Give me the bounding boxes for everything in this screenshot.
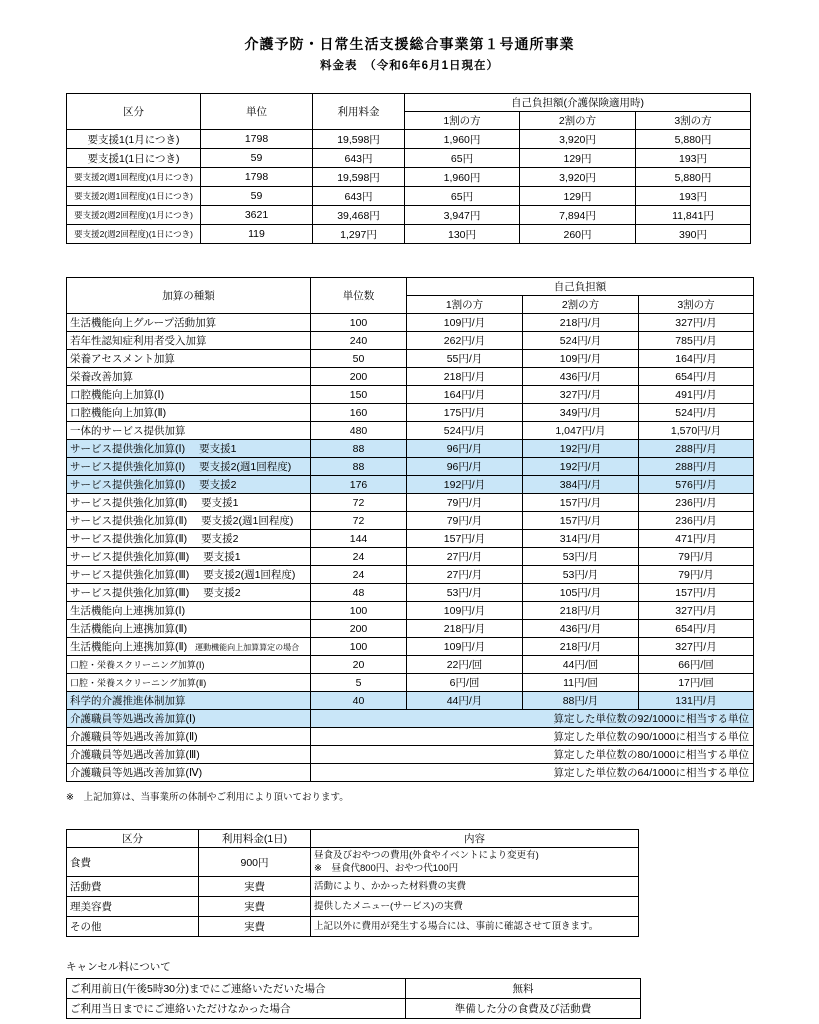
cell-addon-type [67,548,311,566]
cell-p10: 3,947円 [405,206,520,225]
addon-row [67,674,754,692]
cell-addon-type [67,386,311,404]
cell-addon-p30: 79円/月 [639,566,754,584]
cell-addon-units: 40 [311,692,407,710]
cell-addon-p20: 105円/月 [523,584,639,602]
cell-cancel-fee: 無料 [406,979,641,999]
cell-cost-fee: 実費 [199,897,311,917]
addon-row [67,422,754,440]
cell-p20: 260円 [520,225,636,244]
cell-addon-type [67,440,311,458]
cell-addon-span-value: 算定した単位数の64/1000に相当する単位 [311,764,754,782]
cell-addon-p20: 349円/月 [523,404,639,422]
addon-label: 口腔機能向上加算(Ⅱ) [70,407,167,419]
cell-p20: 3,920円 [520,168,636,187]
cell-cost-desc [311,877,639,897]
addon-row [67,350,754,368]
cost-row [67,877,639,897]
cell-addon-p30: 236円/月 [639,494,754,512]
addon-row [67,746,754,764]
cell-p20: 129円 [520,187,636,206]
cell-addon-type [67,692,311,710]
cell-p10: 1,960円 [405,130,520,149]
addon-row [67,764,754,782]
cell-addon-p20: 157円/月 [523,494,639,512]
addon-fee-table [66,277,754,782]
cell-addon-p30: 654円/月 [639,620,754,638]
cell-fee: 1,297円 [313,225,405,244]
addon-label: 介護職員等処遇改善加算(Ⅰ) [70,713,196,725]
addon-row [67,692,754,710]
cell-addon-p30: 164円/月 [639,350,754,368]
cell-addon-type [67,674,311,692]
addon-row [67,584,754,602]
cell-addon-p20: 436円/月 [523,620,639,638]
cell-cost-desc [311,917,639,937]
cell-addon-units: 144 [311,530,407,548]
cell-addon-p30: 288円/月 [639,440,754,458]
cell-addon-p20: 218円/月 [523,314,639,332]
cell-addon-p10: 96円/月 [407,440,523,458]
addon-label: 生活機能向上連携加算(Ⅰ) [70,605,186,617]
cell-kubun: 要支援2(週2回程度)(1月につき) [67,206,201,225]
addon-label: サービス提供強化加算(Ⅱ) [70,515,188,527]
cell-addon-p20: 384円/月 [523,476,639,494]
cell-p30: 11,841円 [636,206,751,225]
cell-addon-units: 24 [311,566,407,584]
cell-addon-units: 24 [311,548,407,566]
cell-addon-type [67,638,311,656]
addon-label: サービス提供強化加算(Ⅲ) [70,551,190,563]
addon-label: 栄養改善加算 [70,371,133,383]
addon-label: サービス提供強化加算(Ⅰ) [70,443,186,455]
cell-cancel-condition: ご利用前日(午後5時30分)までにご連絡いただいた場合 [67,979,406,999]
base-fee-row [67,149,751,168]
cost-desc-line: 活動により、かかった材料費の実費 [314,881,467,892]
cell-addon-type [67,728,311,746]
cell-addon-p30: 524円/月 [639,404,754,422]
cost-row [67,897,639,917]
cell-p20: 3,920円 [520,130,636,149]
cell-addon-p20: 44円/回 [523,656,639,674]
addon-label: 生活機能向上連携加算(Ⅱ) [70,623,188,635]
addon-row [67,548,754,566]
cell-unit: 1798 [201,130,313,149]
cell-fee: 643円 [313,187,405,206]
cell-unit: 59 [201,149,313,168]
cell-addon-p30: 66円/回 [639,656,754,674]
cancel-fee-table [66,978,641,1019]
addon-label: 口腔機能向上加算(Ⅰ) [70,389,165,401]
cell-addon-p30: 576円/月 [639,476,754,494]
addon-row [67,386,754,404]
cell-addon-p30: 491円/月 [639,386,754,404]
daily-cost-table [66,829,639,937]
addon-row [67,566,754,584]
cell-cost-kubun: 活動費 [67,877,199,897]
cell-addon-units: 150 [311,386,407,404]
addon-label: 一体的サービス提供加算 [70,425,186,437]
cancel-row [67,999,641,1019]
header-unit: 単位 [201,94,313,130]
cell-addon-units: 48 [311,584,407,602]
addon-row [67,512,754,530]
cell-kubun: 要支援1(1日につき) [67,149,201,168]
cancel-section-title: キャンセル料について [66,961,171,973]
addon-row [67,332,754,350]
cell-addon-p20: 53円/月 [523,548,639,566]
cell-addon-p10: 6円/回 [407,674,523,692]
cell-addon-units: 100 [311,314,407,332]
addon-sublabel: 要支援1 [201,497,239,509]
base-fee-row [67,130,751,149]
addon-header-row-1 [67,278,754,296]
cell-p30: 5,880円 [636,168,751,187]
cell-addon-type [67,746,311,764]
cell-addon-type [67,368,311,386]
addon-label: 介護職員等処遇改善加算(Ⅲ) [70,749,200,761]
cost-desc-line: 上記以外に費用が発生する場合には、事前に確認させて頂きます。 [314,921,599,932]
cell-p10: 65円 [405,149,520,168]
cell-addon-units: 5 [311,674,407,692]
cell-addon-units: 100 [311,602,407,620]
cell-addon-p30: 157円/月 [639,584,754,602]
header-copay-group: 自己負担額(介護保険適用時) [405,94,751,112]
header-copay-30: 3割の方 [636,112,751,130]
cell-addon-p10: 44円/月 [407,692,523,710]
base-fee-row [67,187,751,206]
addon-sublabel: 要支援2 [203,587,241,599]
addon-row [67,368,754,386]
cell-addon-type [67,656,311,674]
addon-sublabel: 要支援2(週1回程度) [199,461,292,473]
cell-unit: 59 [201,187,313,206]
cell-p10: 65円 [405,187,520,206]
cell-addon-p30: 236円/月 [639,512,754,530]
cell-addon-span-value: 算定した単位数の92/1000に相当する単位 [311,710,754,728]
cell-addon-type [67,314,311,332]
addon-row [67,530,754,548]
cell-addon-units: 200 [311,368,407,386]
header-copay-20: 2割の方 [520,112,636,130]
addon-sublabel: 運動機能向上加算算定の場合 [195,643,300,652]
cell-addon-p10: 79円/月 [407,512,523,530]
cell-addon-type [67,332,311,350]
cell-addon-p30: 785円/月 [639,332,754,350]
cell-addon-span-value: 算定した単位数の90/1000に相当する単位 [311,728,754,746]
cell-addon-p20: 218円/月 [523,638,639,656]
header-addon-units: 単位数 [311,278,407,314]
cell-addon-p10: 218円/月 [407,368,523,386]
addon-label: 介護職員等処遇改善加算(Ⅳ) [70,767,203,779]
addon-sublabel: 要支援1 [199,443,237,455]
addon-label: 生活機能向上連携加算(Ⅱ) [70,641,188,653]
cell-addon-type [67,602,311,620]
cell-addon-p10: 262円/月 [407,332,523,350]
header-addon-type: 加算の種類 [67,278,311,314]
cell-cost-desc [311,848,639,877]
cell-addon-units: 72 [311,512,407,530]
cell-cost-desc [311,897,639,917]
base-fee-row [67,168,751,187]
cell-addon-p20: 327円/月 [523,386,639,404]
cost-header-row [67,830,639,848]
cell-p10: 1,960円 [405,168,520,187]
base-fee-header-row-1 [67,94,751,112]
cell-addon-p10: 192円/月 [407,476,523,494]
cell-addon-p20: 53円/月 [523,566,639,584]
header-kubun: 区分 [67,94,201,130]
cell-addon-span-value: 算定した単位数の80/1000に相当する単位 [311,746,754,764]
cell-unit: 3621 [201,206,313,225]
cost-row [67,848,639,877]
addon-label: 栄養アセスメント加算 [70,353,175,365]
header-cost-desc: 内容 [311,830,639,848]
cell-addon-p10: 157円/月 [407,530,523,548]
cost-desc-line: ※ 昼食代800円、おやつ代100円 [314,863,459,874]
cell-addon-p20: 218円/月 [523,602,639,620]
addon-row [67,710,754,728]
header-fee: 利用料金 [313,94,405,130]
cell-addon-p30: 654円/月 [639,368,754,386]
base-fee-row [67,225,751,244]
cell-addon-p10: 22円/回 [407,656,523,674]
cell-addon-p10: 109円/月 [407,638,523,656]
cell-p10: 130円 [405,225,520,244]
addon-label: サービス提供強化加算(Ⅲ) [70,587,190,599]
page-title: 介護予防・日常生活支援総合事業第１号通所事業 [244,36,575,52]
cell-p30: 193円 [636,187,751,206]
cost-row [67,917,639,937]
cell-kubun: 要支援2(週2回程度)(1日につき) [67,225,201,244]
cell-addon-p20: 157円/月 [523,512,639,530]
header-addon-copay-group: 自己負担額 [407,278,754,296]
cell-unit: 1798 [201,168,313,187]
addon-row [67,620,754,638]
addon-row [67,404,754,422]
cost-desc-line: 昼食及びおやつの費用(外食やイベントにより変更有) [314,850,539,861]
page-subtitle: 料金表 （令和6年6月1日現在） [320,60,499,72]
cell-p20: 129円 [520,149,636,168]
addon-label: サービス提供強化加算(Ⅰ) [70,461,186,473]
cell-addon-p30: 79円/月 [639,548,754,566]
cell-addon-p30: 288円/月 [639,458,754,476]
addon-row [67,656,754,674]
cell-fee: 39,468円 [313,206,405,225]
cell-fee: 19,598円 [313,168,405,187]
addon-sublabel: 要支援1 [203,551,241,563]
addon-sublabel: 要支援2(週1回程度) [203,569,296,581]
cell-addon-p20: 109円/月 [523,350,639,368]
cell-addon-p30: 17円/回 [639,674,754,692]
cell-addon-p10: 79円/月 [407,494,523,512]
addon-row [67,314,754,332]
cell-addon-p20: 1,047円/月 [523,422,639,440]
cell-fee: 19,598円 [313,130,405,149]
cell-addon-p10: 27円/月 [407,548,523,566]
addon-sublabel: 要支援2 [199,479,237,491]
addon-label: サービス提供強化加算(Ⅱ) [70,533,188,545]
cell-addon-units: 88 [311,440,407,458]
header-cost-fee: 利用料金(1日) [199,830,311,848]
addon-sublabel: 要支援2(週1回程度) [201,515,294,527]
cell-addon-p30: 131円/月 [639,692,754,710]
addon-label: 口腔・栄養スクリーニング加算(Ⅱ) [70,678,207,688]
cell-cost-kubun: 理美容費 [67,897,199,917]
addon-row [67,602,754,620]
cell-addon-units: 200 [311,620,407,638]
addon-label: サービス提供強化加算(Ⅲ) [70,569,190,581]
cell-kubun: 要支援1(1月につき) [67,130,201,149]
addon-row [67,458,754,476]
cell-addon-type [67,620,311,638]
base-fee-table [66,93,751,244]
cell-addon-p10: 96円/月 [407,458,523,476]
cell-addon-type [67,404,311,422]
cell-addon-p20: 314円/月 [523,530,639,548]
addon-row [67,440,754,458]
cell-kubun: 要支援2(週1回程度)(1日につき) [67,187,201,206]
cell-addon-units: 72 [311,494,407,512]
cell-addon-p30: 1,570円/月 [639,422,754,440]
cell-addon-type [67,710,311,728]
cell-addon-p20: 88円/月 [523,692,639,710]
addon-row [67,476,754,494]
cell-p30: 5,880円 [636,130,751,149]
cell-addon-p10: 524円/月 [407,422,523,440]
cell-addon-units: 480 [311,422,407,440]
cell-cancel-condition: ご利用当日までにご連絡いただけなかった場合 [67,999,406,1019]
cell-addon-type [67,350,311,368]
header-addon-copay-20: 2割の方 [523,296,639,314]
cell-addon-p20: 11円/回 [523,674,639,692]
cell-cost-fee: 900円 [199,848,311,877]
addon-label: 生活機能向上グループ活動加算 [70,317,217,329]
cell-cost-fee: 実費 [199,877,311,897]
cell-addon-p10: 164円/月 [407,386,523,404]
header-addon-copay-30: 3割の方 [639,296,754,314]
cell-addon-p30: 327円/月 [639,314,754,332]
addon-label: 介護職員等処遇改善加算(Ⅱ) [70,731,198,743]
cell-addon-p10: 55円/月 [407,350,523,368]
cell-addon-p20: 192円/月 [523,458,639,476]
cell-addon-units: 100 [311,638,407,656]
cell-addon-p10: 109円/月 [407,314,523,332]
addon-label: 口腔・栄養スクリーニング加算(Ⅰ) [70,660,205,670]
header-cost-kubun: 区分 [67,830,199,848]
cell-addon-units: 240 [311,332,407,350]
addon-note: ※ 上記加算は、当事業所の体制やご利用により頂いております。 [66,792,349,803]
cell-addon-p10: 109円/月 [407,602,523,620]
cell-cost-fee: 実費 [199,917,311,937]
cell-cancel-fee: 準備した分の食費及び活動費 [406,999,641,1019]
addon-label: 若年性認知症利用者受入加算 [70,335,207,347]
addon-row [67,494,754,512]
cell-addon-p30: 471円/月 [639,530,754,548]
cell-cost-kubun: その他 [67,917,199,937]
addon-label: 科学的介護推進体制加算 [70,695,186,707]
cell-addon-type [67,584,311,602]
cancel-row [67,979,641,999]
cell-addon-units: 50 [311,350,407,368]
cell-fee: 643円 [313,149,405,168]
cell-addon-p20: 436円/月 [523,368,639,386]
cell-p30: 390円 [636,225,751,244]
cell-addon-p10: 27円/月 [407,566,523,584]
cell-addon-type [67,476,311,494]
cell-addon-p10: 53円/月 [407,584,523,602]
cell-p20: 7,894円 [520,206,636,225]
cell-addon-type [67,530,311,548]
cell-cost-kubun: 食費 [67,848,199,877]
cell-addon-type [67,566,311,584]
base-fee-row [67,206,751,225]
addon-row [67,728,754,746]
header-addon-copay-10: 1割の方 [407,296,523,314]
cost-desc-line: 提供したメニュー(サービス)の実費 [314,901,463,912]
cell-addon-units: 176 [311,476,407,494]
cell-addon-p10: 175円/月 [407,404,523,422]
cell-unit: 119 [201,225,313,244]
header-copay-10: 1割の方 [405,112,520,130]
cell-addon-units: 20 [311,656,407,674]
cell-kubun: 要支援2(週1回程度)(1月につき) [67,168,201,187]
cell-p30: 193円 [636,149,751,168]
cell-addon-type [67,422,311,440]
cell-addon-type [67,494,311,512]
cell-addon-units: 160 [311,404,407,422]
cell-addon-units: 88 [311,458,407,476]
cell-addon-p20: 524円/月 [523,332,639,350]
addon-sublabel: 要支援2 [201,533,239,545]
cell-addon-type [67,512,311,530]
cell-addon-p30: 327円/月 [639,638,754,656]
cell-addon-p10: 218円/月 [407,620,523,638]
cell-addon-type [67,764,311,782]
cell-addon-p30: 327円/月 [639,602,754,620]
cell-addon-p20: 192円/月 [523,440,639,458]
cell-addon-type [67,458,311,476]
addon-label: サービス提供強化加算(Ⅱ) [70,497,188,509]
addon-label: サービス提供強化加算(Ⅰ) [70,479,186,491]
addon-row [67,638,754,656]
